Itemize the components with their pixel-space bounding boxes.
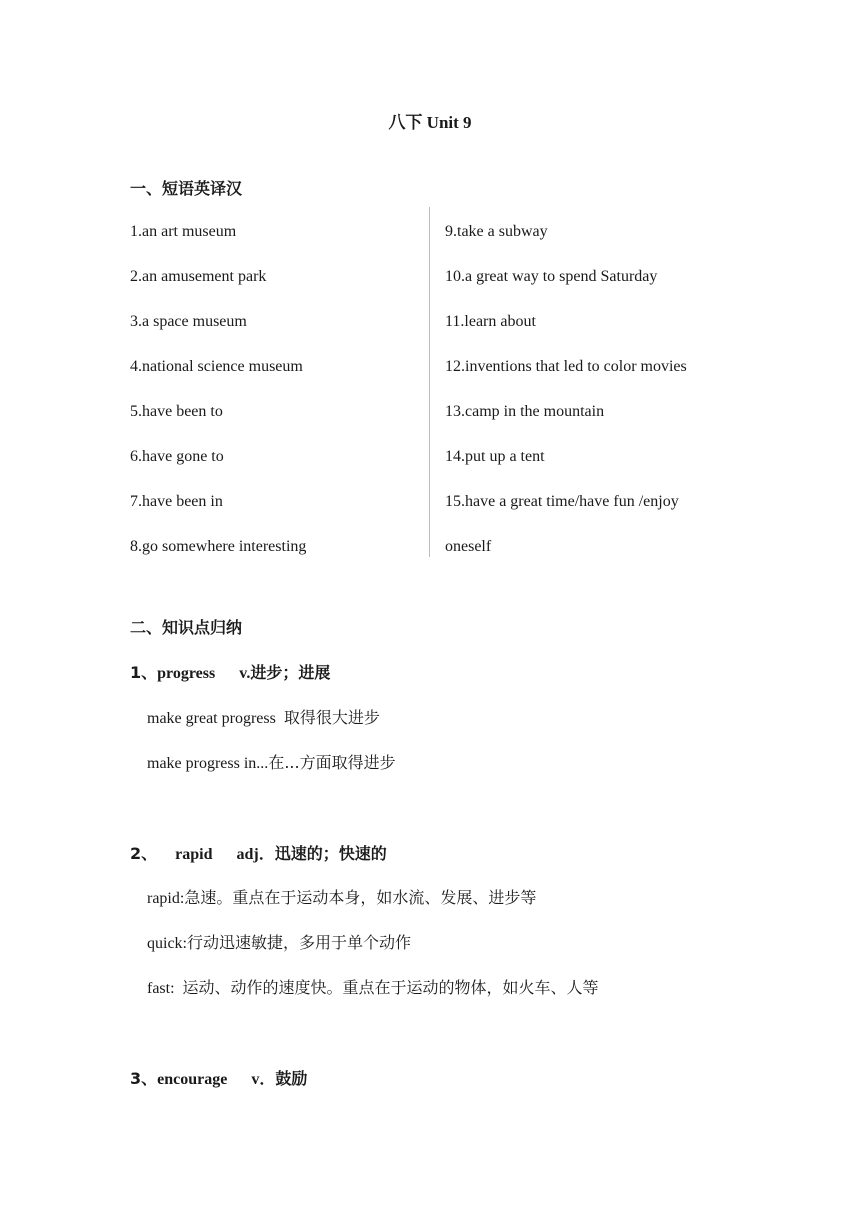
example-line [147,705,380,728]
point-meaning: ．鼓励 [259,1069,308,1088]
point-number: 2、 [130,844,158,863]
phrase-item: 10.a great way to spend Saturday [445,268,658,285]
phrase-item: 11.learn about [445,313,536,330]
example-en: fast: [147,980,175,997]
point-word: progress [157,665,216,682]
point-number: 3、 [130,1069,158,1088]
point-pos: v [251,1071,260,1088]
section-heading-knowledge: 二、知识点归纳 [130,618,243,637]
point-meaning: 进步；进展 [250,663,331,682]
phrase-item: 2.an amusement park [130,268,267,285]
example-line [147,975,599,998]
phrase-item: 3.a space museum [130,313,247,330]
knowledge-point-heading [130,841,387,864]
phrase-item: oneself [445,538,492,555]
example-line [147,930,411,953]
phrase-item: 15.have a great time/have fun /enjoy [445,493,679,510]
phrase-item: 4.national science museum [130,358,303,375]
point-word: rapid [175,846,213,863]
phrase-item: 9.take a subway [445,223,548,240]
column-divider [429,207,430,557]
phrase-list-left [130,218,306,578]
phrase-item: 13.camp in the mountain [445,403,605,420]
phrase-item: 14.put up a tent [445,448,545,465]
knowledge-point-heading [130,660,330,683]
phrase-item: 7.have been in [130,493,223,510]
phrase-item: 6.have gone to [130,448,224,465]
knowledge-point-heading [130,1066,307,1089]
phrase-list-right [445,218,687,578]
example-en: rapid: [147,890,185,907]
phrase-item: 12.inventions that led to color movies [445,358,687,375]
example-line [147,750,396,773]
example-en: quick: [147,935,187,952]
phrase-item: 1.an art museum [130,223,237,240]
example-line [147,885,536,908]
example-cn: 行动迅速敏捷，多用于单个动作 [187,933,412,952]
point-word: encourage [157,1071,228,1088]
section-heading-phrases: 一、短语英译汉 [130,179,243,198]
point-pos: adj [236,846,259,863]
point-pos: v. [239,665,251,682]
example-cn: 在...方面取得进步 [268,753,396,772]
phrase-item: 5.have been to [130,403,223,420]
example-cn: 急速。重点在于运动本身，如水流、发展、进步等 [184,888,537,907]
example-en: make progress in... [147,755,269,772]
example-en: make great progress [147,710,276,727]
page-title: 八下 Unit 9 [388,113,472,132]
point-meaning: ．迅速的；快速的 [258,844,387,863]
point-number: 1、 [130,663,158,682]
example-cn: 运动、动作的速度快。重点在于运动的物体，如火车、人等 [182,978,599,997]
example-cn: 取得很大进步 [283,708,380,727]
phrase-item: 8.go somewhere interesting [130,538,307,555]
